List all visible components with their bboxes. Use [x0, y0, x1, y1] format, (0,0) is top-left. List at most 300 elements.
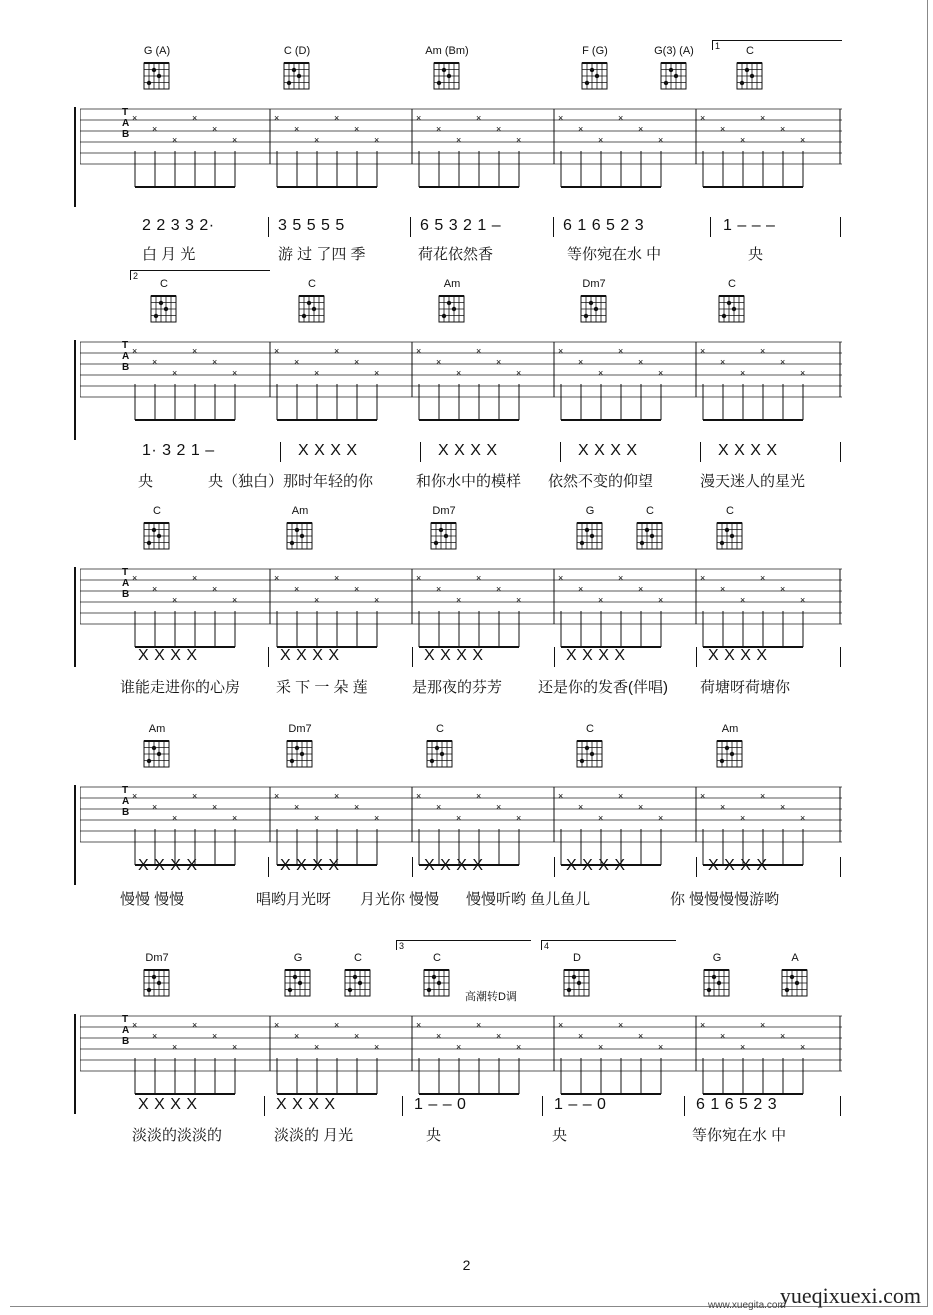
tab-staff — [80, 107, 842, 207]
svg-text:×: × — [314, 1042, 320, 1052]
svg-text:×: × — [516, 595, 522, 605]
svg-text:×: × — [172, 368, 178, 378]
svg-text:×: × — [598, 813, 604, 823]
chord-diagram: Dm7 — [278, 723, 322, 771]
svg-text:×: × — [780, 584, 786, 594]
chord-grid-icon — [780, 966, 810, 1000]
svg-text:×: × — [760, 573, 766, 583]
svg-text:×: × — [740, 595, 746, 605]
chord-diagram: G(3) (A) — [652, 45, 696, 93]
chord-grid-icon — [297, 292, 327, 326]
svg-text:×: × — [212, 1031, 218, 1041]
svg-text:×: × — [294, 802, 300, 812]
lyric-text: 荷花依然香 — [418, 246, 494, 263]
jianpu-measure: X X X X — [438, 442, 498, 459]
svg-text:×: × — [152, 802, 158, 812]
svg-text:×: × — [578, 802, 584, 812]
lyric-text: 月光你 慢慢 — [360, 891, 440, 908]
chord-grid-icon — [659, 59, 689, 93]
jianpu-measure: X X X X — [280, 857, 340, 874]
svg-text:×: × — [578, 1031, 584, 1041]
svg-text:×: × — [658, 1042, 664, 1052]
jianpu-measure: X X X X — [424, 647, 484, 664]
lyric-text: 慢慢 慢慢 — [120, 891, 185, 908]
barline — [412, 857, 413, 877]
lyric-text: 依然不变的仰望 — [548, 473, 654, 490]
barline — [553, 217, 554, 237]
svg-text:×: × — [760, 346, 766, 356]
svg-text:×: × — [212, 584, 218, 594]
barline — [696, 647, 697, 667]
chord-diagram: C — [336, 952, 380, 1000]
svg-text:×: × — [476, 791, 482, 801]
svg-text:×: × — [314, 135, 320, 145]
jianpu-measure: X X X X — [138, 857, 198, 874]
jianpu-measure: 2 2 3 3 2· — [142, 217, 215, 234]
svg-text:×: × — [720, 357, 726, 367]
svg-text:×: × — [740, 1042, 746, 1052]
svg-text:×: × — [132, 573, 138, 583]
svg-text:×: × — [354, 357, 360, 367]
svg-text:×: × — [416, 573, 422, 583]
svg-text:×: × — [598, 595, 604, 605]
svg-text:×: × — [760, 113, 766, 123]
chord-row — [80, 952, 842, 1012]
svg-text:×: × — [618, 113, 624, 123]
lyric-text: 央 — [552, 1127, 568, 1144]
tab-staff-svg — [80, 107, 842, 207]
barline — [554, 857, 555, 877]
svg-text:×: × — [294, 124, 300, 134]
chord-grid-icon — [283, 966, 313, 1000]
svg-text:×: × — [334, 1020, 340, 1030]
lyric-text: 你 慢慢慢慢游哟 — [670, 891, 780, 908]
svg-text:×: × — [192, 791, 198, 801]
svg-text:×: × — [780, 357, 786, 367]
watermark-small: www.xuegita.com — [708, 1300, 786, 1311]
svg-text:×: × — [496, 357, 502, 367]
lyric-line — [80, 1124, 842, 1144]
svg-text:×: × — [598, 135, 604, 145]
chord-diagram: C — [710, 278, 754, 326]
jianpu-measure: X X X X — [298, 442, 358, 459]
chord-grid-icon — [715, 519, 745, 553]
tab-staff — [80, 340, 842, 440]
svg-text:×: × — [436, 584, 442, 594]
svg-text:×: × — [800, 135, 806, 145]
barline — [840, 1096, 841, 1116]
svg-text:×: × — [658, 813, 664, 823]
svg-text:×: × — [800, 813, 806, 823]
svg-text:×: × — [436, 1031, 442, 1041]
barline — [696, 857, 697, 877]
tab-label-a: A — [122, 118, 130, 129]
chord-grid-icon — [635, 519, 665, 553]
svg-text:×: × — [374, 813, 380, 823]
lyric-text: 荷塘呀荷塘你 — [700, 679, 791, 696]
svg-text:×: × — [274, 113, 280, 123]
svg-text:×: × — [720, 584, 726, 594]
svg-text:×: × — [618, 346, 624, 356]
svg-text:×: × — [638, 802, 644, 812]
key-change-note: 高潮转D调 — [465, 991, 517, 1003]
volta-2: 2 — [130, 270, 270, 280]
svg-text:×: × — [152, 357, 158, 367]
chord-grid-icon — [579, 292, 609, 326]
chord-diagram: C — [628, 505, 672, 553]
tab-label-b: B — [122, 362, 130, 373]
svg-text:×: × — [274, 346, 280, 356]
svg-text:×: × — [314, 595, 320, 605]
svg-text:×: × — [658, 595, 664, 605]
svg-text:×: × — [374, 1042, 380, 1052]
barline — [710, 217, 711, 237]
chord-diagram: C — [568, 723, 612, 771]
chord-grid-icon — [422, 966, 452, 1000]
lyric-line — [80, 888, 842, 908]
jianpu-measure: X X X X — [566, 857, 626, 874]
svg-text:×: × — [780, 124, 786, 134]
svg-text:×: × — [476, 346, 482, 356]
svg-text:×: × — [800, 595, 806, 605]
lyric-text: 唱哟月光呀 — [256, 891, 332, 908]
lyric-line — [80, 470, 842, 490]
jianpu-line — [80, 1096, 842, 1118]
chord-grid-icon — [575, 519, 605, 553]
svg-text:×: × — [436, 357, 442, 367]
svg-text:×: × — [152, 1031, 158, 1041]
svg-text:×: × — [334, 791, 340, 801]
chord-diagram: C — [142, 278, 186, 326]
svg-text:×: × — [274, 791, 280, 801]
lyric-text: 是那夜的芬芳 — [412, 679, 503, 696]
chord-grid-icon — [429, 519, 459, 553]
chord-diagram: A — [773, 952, 817, 1000]
jianpu-line — [80, 857, 842, 879]
lyric-text: 淡淡的 月光 — [274, 1127, 354, 1144]
svg-text:×: × — [172, 813, 178, 823]
jianpu-measure: X X X X — [138, 1096, 198, 1113]
jianpu-measure: 1 – – – — [723, 217, 776, 234]
chord-grid-icon — [285, 737, 315, 771]
chord-diagram: G — [568, 505, 612, 553]
jianpu-measure: 6 1 6 5 2 3 — [696, 1096, 778, 1113]
chord-row — [80, 278, 842, 338]
chord-grid-icon — [562, 966, 592, 1000]
svg-text:×: × — [456, 813, 462, 823]
jianpu-measure: 1 – – 0 — [414, 1096, 467, 1113]
chord-row — [80, 723, 842, 783]
svg-text:×: × — [294, 357, 300, 367]
jianpu-measure: 6 5 3 2 1 – — [420, 217, 502, 234]
chord-diagram: Am — [430, 278, 474, 326]
jianpu-measure: X X X X — [138, 647, 198, 664]
svg-text:×: × — [172, 595, 178, 605]
lyric-text: 游 过 了四 季 — [278, 246, 366, 263]
svg-text:×: × — [152, 584, 158, 594]
svg-text:×: × — [232, 595, 238, 605]
svg-text:×: × — [700, 1020, 706, 1030]
lyric-text: 采 下 一 朵 莲 — [276, 679, 368, 696]
svg-text:×: × — [456, 1042, 462, 1052]
barline — [268, 857, 269, 877]
system-bracket — [74, 107, 80, 207]
svg-text:×: × — [192, 1020, 198, 1030]
chord-grid-icon — [715, 737, 745, 771]
svg-text:×: × — [578, 357, 584, 367]
svg-text:×: × — [294, 584, 300, 594]
chord-grid-icon — [142, 737, 172, 771]
svg-text:×: × — [740, 813, 746, 823]
volta-1: 1 — [712, 40, 842, 50]
svg-text:×: × — [658, 368, 664, 378]
svg-text:×: × — [638, 124, 644, 134]
svg-text:×: × — [800, 368, 806, 378]
chord-grid-icon — [285, 519, 315, 553]
barline — [684, 1096, 685, 1116]
lyric-line — [80, 676, 842, 696]
chord-grid-icon — [735, 59, 765, 93]
tab-label-b: B — [122, 807, 130, 818]
chord-row — [80, 45, 842, 105]
chord-grid-icon — [282, 59, 312, 93]
svg-text:×: × — [294, 1031, 300, 1041]
svg-text:×: × — [132, 1020, 138, 1030]
svg-text:×: × — [212, 357, 218, 367]
tab-label-a: A — [122, 796, 130, 807]
svg-text:×: × — [192, 113, 198, 123]
volta-3: 3 — [396, 940, 531, 950]
svg-text:×: × — [516, 368, 522, 378]
jianpu-line — [80, 647, 842, 669]
svg-text:×: × — [132, 346, 138, 356]
chord-diagram: Am (Bm) — [425, 45, 469, 93]
svg-text:×: × — [780, 802, 786, 812]
jianpu-measure: X X X X — [566, 647, 626, 664]
lyric-text: 和你水中的模样 — [416, 473, 522, 490]
jianpu-measure: X X X X — [708, 857, 768, 874]
chord-diagram: C — [415, 952, 459, 1000]
svg-text:×: × — [354, 584, 360, 594]
chord-grid-icon — [142, 519, 172, 553]
tab-staff-svg — [80, 340, 842, 440]
jianpu-measure: X X X X — [424, 857, 484, 874]
svg-text:×: × — [232, 368, 238, 378]
barline — [412, 647, 413, 667]
chord-diagram: C — [290, 278, 334, 326]
svg-text:×: × — [192, 346, 198, 356]
jianpu-measure: X X X X — [276, 1096, 336, 1113]
tab-label-t: T — [122, 1014, 129, 1025]
tab-label-t: T — [122, 785, 129, 796]
svg-text:×: × — [152, 124, 158, 134]
tab-label-a: A — [122, 351, 130, 362]
chord-diagram: Dm7 — [422, 505, 466, 553]
lyric-line — [80, 243, 842, 263]
svg-text:×: × — [436, 124, 442, 134]
barline — [840, 217, 841, 237]
barline — [410, 217, 411, 237]
svg-text:×: × — [578, 124, 584, 134]
chord-diagram: D — [555, 952, 599, 1000]
tab-label-a: A — [122, 1025, 130, 1036]
jianpu-measure: X X X X — [280, 647, 340, 664]
svg-text:×: × — [232, 135, 238, 145]
jianpu-measure: X X X X — [718, 442, 778, 459]
svg-text:×: × — [700, 573, 706, 583]
svg-text:×: × — [558, 791, 564, 801]
svg-text:×: × — [374, 595, 380, 605]
svg-text:×: × — [416, 791, 422, 801]
lyric-text: 慢慢听哟 鱼儿鱼儿 — [466, 891, 591, 908]
chord-diagram: C — [418, 723, 462, 771]
svg-text:×: × — [638, 584, 644, 594]
svg-text:×: × — [476, 573, 482, 583]
svg-text:×: × — [132, 791, 138, 801]
svg-text:×: × — [700, 791, 706, 801]
chord-diagram: C (D) — [275, 45, 319, 93]
svg-text:×: × — [760, 1020, 766, 1030]
lyric-text: 央（独白）那时年轻的你 — [208, 473, 374, 490]
svg-text:×: × — [476, 113, 482, 123]
barline — [542, 1096, 543, 1116]
svg-text:×: × — [516, 135, 522, 145]
barline — [402, 1096, 403, 1116]
tab-label-b: B — [122, 1036, 130, 1047]
chord-diagram: Am — [708, 723, 752, 771]
jianpu-line — [80, 217, 842, 239]
tab-label-t: T — [122, 340, 129, 351]
svg-text:×: × — [192, 573, 198, 583]
chord-grid-icon — [425, 737, 455, 771]
svg-text:×: × — [354, 124, 360, 134]
jianpu-measure: 1· 3 2 1 – — [142, 442, 215, 459]
svg-text:×: × — [800, 1042, 806, 1052]
barline — [268, 647, 269, 667]
svg-text:×: × — [516, 813, 522, 823]
svg-text:×: × — [172, 1042, 178, 1052]
tab-label-b: B — [122, 129, 130, 140]
barline — [700, 442, 701, 462]
chord-grid-icon — [142, 966, 172, 1000]
svg-text:×: × — [740, 135, 746, 145]
barline — [840, 442, 841, 462]
chord-grid-icon — [580, 59, 610, 93]
svg-text:×: × — [212, 124, 218, 134]
svg-text:×: × — [232, 813, 238, 823]
svg-text:×: × — [618, 791, 624, 801]
chord-grid-icon — [575, 737, 605, 771]
chord-diagram: F (G) — [573, 45, 617, 93]
svg-text:×: × — [720, 124, 726, 134]
chord-diagram: C — [135, 505, 179, 553]
chord-grid-icon — [437, 292, 467, 326]
svg-text:×: × — [496, 584, 502, 594]
svg-text:×: × — [436, 802, 442, 812]
svg-text:×: × — [416, 1020, 422, 1030]
svg-text:×: × — [132, 113, 138, 123]
chord-grid-icon — [702, 966, 732, 1000]
lyric-text: 等你宛在水 中 — [567, 246, 662, 263]
svg-text:×: × — [780, 1031, 786, 1041]
jianpu-measure: X X X X — [708, 647, 768, 664]
svg-text:×: × — [598, 1042, 604, 1052]
chord-diagram: G — [276, 952, 320, 1000]
chord-grid-icon — [432, 59, 462, 93]
barline — [554, 647, 555, 667]
svg-text:×: × — [456, 135, 462, 145]
svg-text:×: × — [618, 1020, 624, 1030]
chord-grid-icon — [343, 966, 373, 1000]
svg-text:×: × — [354, 1031, 360, 1041]
chord-diagram: G — [695, 952, 739, 1000]
chord-diagram: Am — [278, 505, 322, 553]
chord-diagram: G (A) — [135, 45, 179, 93]
svg-text:×: × — [496, 124, 502, 134]
lyric-text: 谁能走进你的心房 — [120, 679, 241, 696]
svg-text:×: × — [232, 1042, 238, 1052]
jianpu-measure: X X X X — [578, 442, 638, 459]
chord-grid-icon — [717, 292, 747, 326]
svg-text:×: × — [740, 368, 746, 378]
tab-label-a: A — [122, 578, 130, 589]
jianpu-measure: 6 1 6 5 2 3 — [563, 217, 645, 234]
lyric-text: 央 — [748, 246, 764, 263]
svg-text:×: × — [558, 113, 564, 123]
lyric-text: 等你宛在水 中 — [692, 1127, 787, 1144]
svg-text:×: × — [700, 113, 706, 123]
barline — [264, 1096, 265, 1116]
svg-text:×: × — [558, 573, 564, 583]
system-bracket — [74, 340, 80, 440]
barline — [840, 647, 841, 667]
svg-text:×: × — [172, 135, 178, 145]
lyric-text: 淡淡的淡淡的 — [132, 1127, 223, 1144]
chord-grid-icon — [149, 292, 179, 326]
tab-label-t: T — [122, 107, 129, 118]
chord-diagram: Am — [135, 723, 179, 771]
svg-text:×: × — [456, 595, 462, 605]
lyric-text: 白 月 光 — [142, 246, 196, 263]
svg-text:×: × — [334, 573, 340, 583]
chord-row — [80, 505, 842, 565]
svg-text:×: × — [618, 573, 624, 583]
barline — [420, 442, 421, 462]
svg-text:×: × — [354, 802, 360, 812]
svg-text:×: × — [314, 813, 320, 823]
svg-text:×: × — [516, 1042, 522, 1052]
chord-diagram: Dm7 — [572, 278, 616, 326]
svg-text:×: × — [456, 368, 462, 378]
svg-text:×: × — [496, 1031, 502, 1041]
page-number: 2 — [462, 1257, 471, 1273]
volta-4: 4 — [541, 940, 676, 950]
svg-text:×: × — [720, 1031, 726, 1041]
svg-text:×: × — [212, 802, 218, 812]
lyric-text: 央 — [138, 473, 154, 490]
jianpu-line — [80, 442, 842, 464]
tab-label-t: T — [122, 567, 129, 578]
svg-text:×: × — [558, 1020, 564, 1030]
svg-text:×: × — [720, 802, 726, 812]
svg-text:×: × — [658, 135, 664, 145]
svg-text:×: × — [558, 346, 564, 356]
svg-text:×: × — [496, 802, 502, 812]
svg-text:×: × — [598, 368, 604, 378]
jianpu-measure: 1 – – 0 — [554, 1096, 607, 1113]
barline — [268, 217, 269, 237]
chord-grid-icon — [142, 59, 172, 93]
